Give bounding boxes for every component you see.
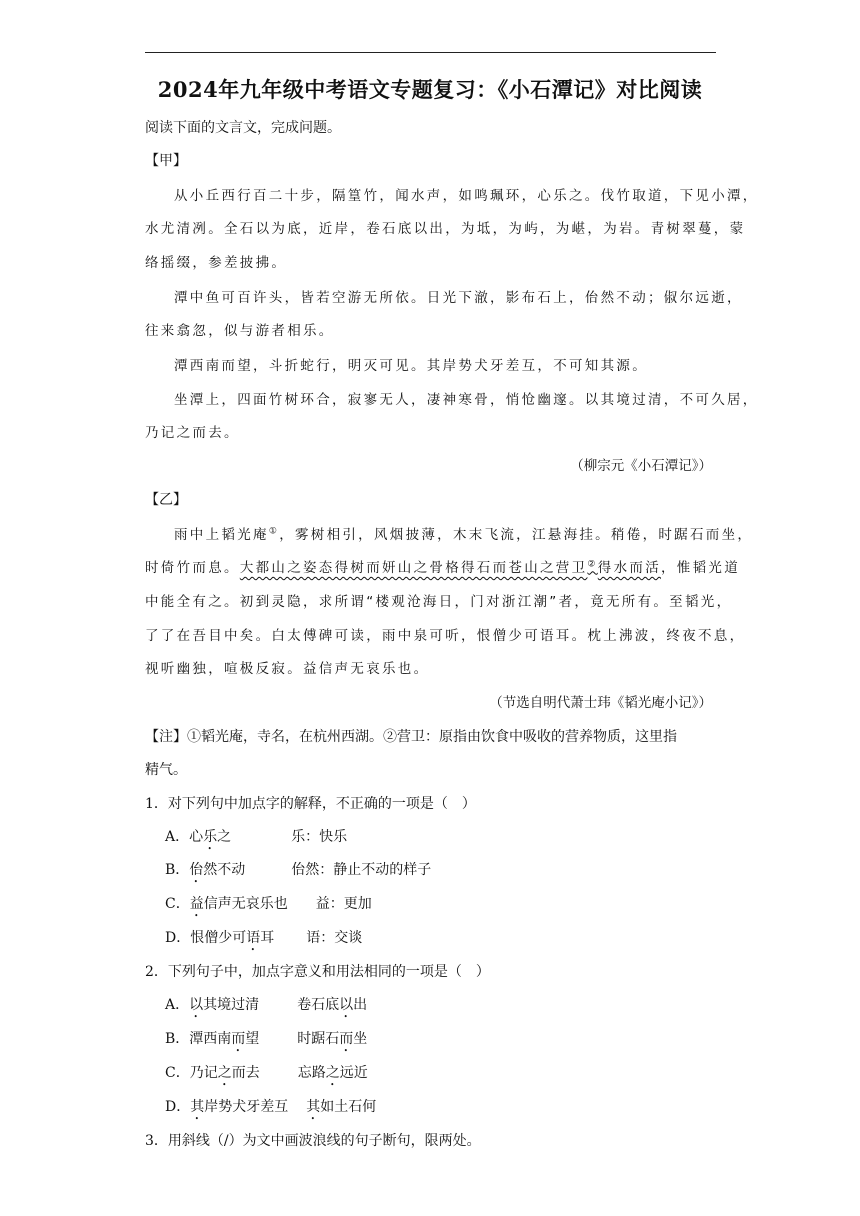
q1-option-c bbox=[165, 894, 372, 920]
instruction: 阅读下面的文言文，完成问题。 bbox=[145, 120, 341, 136]
note-line: 【注】①韬光庵，寺名，在杭州西湖。②营卫：原指由饮食中吸收的营养物质，这里指 bbox=[145, 729, 677, 745]
q1-option-a bbox=[165, 827, 347, 853]
dotted-char: 其 bbox=[190, 1099, 205, 1115]
dotted-char: 以 bbox=[339, 997, 354, 1013]
dotted-char: 乐 bbox=[203, 829, 218, 845]
option-gloss: 益：更加 bbox=[315, 896, 372, 912]
jia-line: 坐潭上，四面竹树环合，寂寥无人，凄神寒骨，悄怆幽邃。以其境过清，不可久居， bbox=[174, 392, 759, 408]
wavy-underlined-sentence: 大都山之姿态得树而妍山之骨格得石而苍山之营卫 bbox=[239, 560, 588, 576]
dotted-char: 语 bbox=[246, 930, 261, 946]
dotted-char: 以 bbox=[189, 997, 204, 1013]
option-letter: A． bbox=[165, 997, 190, 1013]
jia-line: 潭西南而望，斗折蛇行，明灭可见。其岸势犬牙差互，不可知其源。 bbox=[174, 358, 648, 374]
jia-line: 从小丘西行百二十步，隔篁竹，闻水声，如鸣珮环，心乐之。伐竹取道，下见小潭， bbox=[174, 188, 759, 204]
yi-source: （节选自明代萧士玮《韬光庵小记》） bbox=[489, 695, 712, 711]
option-text: 出 bbox=[353, 997, 368, 1013]
option-text: 远近 bbox=[339, 1065, 368, 1081]
note-line: 精气。 bbox=[145, 762, 187, 778]
dotted-char: 而 bbox=[339, 1031, 354, 1047]
option-text: 岸势犬牙差互 bbox=[204, 1099, 289, 1115]
jia-line: 络摇缀，参差披拂。 bbox=[145, 255, 288, 271]
option-letter: D． bbox=[165, 1099, 191, 1115]
option-gloss: 乐：快乐 bbox=[291, 829, 348, 845]
yi-text: ，惟韬光道 bbox=[661, 560, 740, 576]
option-text: 潭西南 bbox=[189, 1031, 232, 1047]
option-text: 恨僧少可 bbox=[190, 930, 247, 946]
option-text: 时踞石 bbox=[297, 1031, 340, 1047]
jia-line: 水尤清冽。全石以为底，近岸，卷石底以出，为坻，为屿，为嵁，为岩。青树翠蔓，蒙 bbox=[145, 221, 746, 237]
q1-option-d bbox=[165, 928, 362, 954]
option-text: 之 bbox=[217, 829, 232, 845]
option-letter: D． bbox=[165, 930, 191, 946]
q2-option-d bbox=[165, 1097, 376, 1123]
yi-text: 雨中上韬光庵 bbox=[174, 527, 269, 543]
option-text: 坐 bbox=[353, 1031, 368, 1047]
q2-option-c bbox=[165, 1063, 368, 1089]
yi-line bbox=[145, 558, 740, 578]
option-letter: B． bbox=[165, 862, 190, 878]
dotted-char: 佁 bbox=[189, 862, 204, 878]
option-text: 忘路 bbox=[297, 1065, 326, 1081]
option-letter: A． bbox=[165, 829, 190, 845]
jia-source: （柳宗元《小石潭记》） bbox=[570, 458, 712, 474]
option-text: 耳 bbox=[260, 930, 275, 946]
option-gloss: 语：交谈 bbox=[306, 930, 363, 946]
section-label-jia: 【甲】 bbox=[145, 153, 187, 169]
option-text: 乃记 bbox=[189, 1065, 218, 1081]
question-2-stem: 2．下列句子中，加点字意义和用法相同的一项是（ ） bbox=[145, 964, 490, 980]
footnote-marker: ① bbox=[268, 526, 280, 537]
option-text: 而去 bbox=[231, 1065, 260, 1081]
dotted-char: 其 bbox=[306, 1099, 321, 1115]
option-text: 如土石何 bbox=[320, 1099, 377, 1115]
q2-option-b bbox=[165, 1029, 367, 1055]
q2-option-a bbox=[165, 995, 367, 1021]
yi-line bbox=[174, 525, 753, 545]
yi-line: 中能全有之。初到灵隐，求所谓“楼观沧海日，门对浙江潮”者，竟无所有。至韬光， bbox=[145, 594, 733, 610]
footnote-marker: ② bbox=[587, 559, 598, 570]
option-letter: B． bbox=[165, 1031, 190, 1047]
q1-option-b bbox=[165, 860, 431, 886]
section-label-yi: 【乙】 bbox=[145, 492, 187, 508]
option-text: 信声无哀乐也 bbox=[203, 896, 288, 912]
question-3-stem: 3．用斜线（/）为文中画波浪线的句子断句，限两处。 bbox=[145, 1133, 481, 1149]
jia-line: 潭中鱼可百许头，皆若空游无所依。日光下澈，影布石上，佁然不动；俶尔远逝， bbox=[174, 290, 743, 306]
page-title: 2024年九年级中考语文专题复习：《小石潭记》对比阅读 bbox=[157, 77, 703, 102]
jia-line: 往来翕忽，似与游者相乐。 bbox=[145, 323, 335, 339]
question-1-stem: 1．对下列句中加点字的解释，不正确的一项是（ ） bbox=[145, 796, 476, 812]
option-text: 心 bbox=[189, 829, 204, 845]
dotted-char: 之 bbox=[325, 1065, 340, 1081]
yi-line: 了了在吾目中矣。白太傅碑可读，雨中泉可听，恨僧少可语耳。枕上沸波，终夜不息， bbox=[145, 628, 746, 644]
option-letter: C． bbox=[165, 896, 190, 912]
yi-line: 视听幽独，喧极反寂。益信声无哀乐也。 bbox=[145, 661, 430, 677]
header-rule bbox=[145, 52, 716, 53]
option-text: 望 bbox=[245, 1031, 260, 1047]
option-letter: C． bbox=[165, 1065, 190, 1081]
dotted-char: 益 bbox=[189, 896, 204, 912]
dotted-char: 而 bbox=[231, 1031, 246, 1047]
wavy-underlined-sentence: 得水而活 bbox=[597, 560, 661, 576]
option-text: 卷石底 bbox=[297, 997, 340, 1013]
option-text: 其境过清 bbox=[203, 997, 260, 1013]
dotted-char: 之 bbox=[217, 1065, 232, 1081]
option-gloss: 佁然：静止不动的样子 bbox=[291, 862, 432, 878]
yi-text: ，雾树相引，风烟披薄，木末飞流，江悬海挂。稍倦，时踞石而坐， bbox=[279, 527, 754, 543]
yi-text: 时倚竹而息。 bbox=[145, 560, 240, 576]
option-text: 然不动 bbox=[203, 862, 246, 878]
jia-line: 乃记之而去。 bbox=[145, 425, 240, 441]
